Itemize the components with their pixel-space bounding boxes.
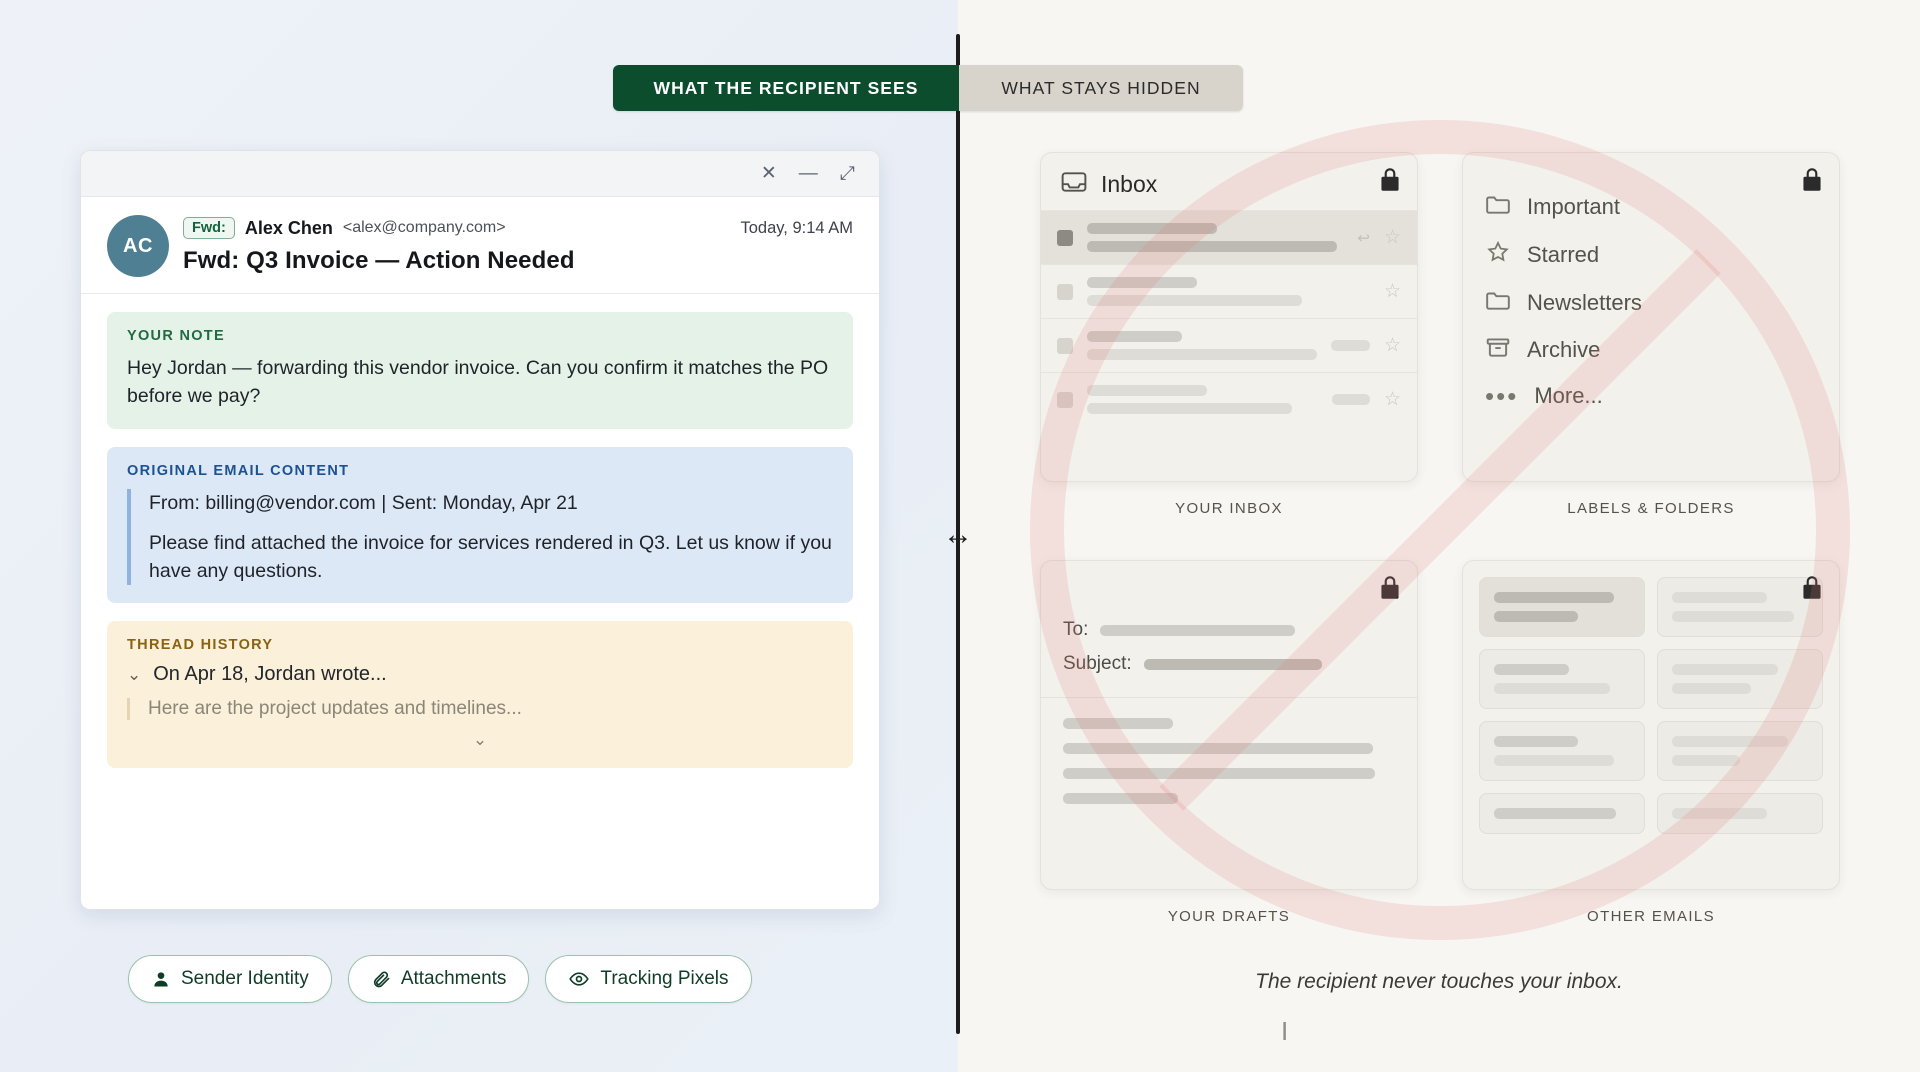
lock-icon [1799, 165, 1825, 200]
chip-sender-identity-label: Sender Identity [181, 968, 309, 989]
your-note-text: Hey Jordan — forwarding this vendor invoice. Can you confirm it matches the PO before we pay? [127, 357, 829, 408]
draft-to-label: To: [1063, 619, 1089, 640]
inbox-icon [1061, 171, 1087, 198]
text-cursor-icon: I [1281, 1016, 1289, 1046]
star-icon[interactable]: ☆ [1383, 227, 1401, 248]
other-email-card[interactable] [1479, 577, 1645, 637]
your-note-label: YOUR NOTE [127, 328, 225, 344]
label-item-more[interactable] [1463, 373, 1839, 419]
reply-icon: ↩ [1357, 229, 1370, 247]
chip-attachments[interactable] [348, 955, 530, 1003]
label-item-archive[interactable] [1463, 326, 1839, 373]
paperclip-icon [371, 969, 391, 989]
toggle-option-recipient-sees[interactable]: WHAT THE RECIPIENT SEES [613, 65, 959, 111]
draft-cursor-line [1063, 793, 1178, 804]
draft-subject-field[interactable] [1041, 647, 1417, 681]
other-email-card[interactable] [1657, 649, 1823, 709]
original-email-label: ORIGINAL EMAIL CONTENT [127, 462, 350, 479]
footer-note: The recipient never touches your inbox. [1255, 970, 1623, 993]
thread-collapsed-line: On Apr 18, Jordan wrote... [153, 663, 387, 686]
chip-sender-identity[interactable] [128, 955, 332, 1003]
forward-badge: Fwd: [183, 217, 235, 239]
chevron-down-icon[interactable]: ⌄ [127, 664, 142, 684]
label-item-important-text: Important [1527, 193, 1620, 219]
caption-your-drafts: YOUR DRAFTS [1167, 908, 1291, 925]
email-body [81, 294, 879, 768]
sender-email: <alex@company.com> [342, 219, 506, 236]
email-timestamp: Today, 9:14 AM [740, 218, 853, 237]
star-icon[interactable]: ☆ [1383, 281, 1401, 302]
row-checkbox[interactable] [1057, 392, 1073, 408]
label-item-archive-text: Archive [1527, 336, 1601, 362]
chip-tracking-pixels[interactable] [545, 955, 751, 1003]
other-email-card[interactable] [1479, 793, 1645, 834]
draft-subject-label: Subject: [1063, 653, 1132, 674]
other-email-card[interactable] [1657, 721, 1823, 781]
inbox-title: Inbox [1101, 171, 1158, 197]
star-icon [1485, 240, 1511, 269]
star-icon[interactable]: ☆ [1383, 335, 1401, 356]
row-checkbox[interactable] [1057, 230, 1073, 246]
other-email-card[interactable] [1657, 793, 1823, 834]
close-icon[interactable]: ✕ [760, 163, 777, 184]
other-email-card[interactable] [1479, 649, 1645, 709]
avatar: AC [107, 215, 169, 277]
view-toggle[interactable] [613, 65, 1243, 111]
label-item-newsletters[interactable] [1463, 279, 1839, 326]
caption-other-emails: OTHER EMAILS [1587, 908, 1715, 925]
caption-your-inbox: YOUR INBOX [1175, 500, 1283, 517]
original-email-text: Please find attached the invoice for services rendered in Q3. Let us know if you have any questions. [149, 531, 832, 583]
window-titlebar [81, 151, 879, 197]
mail-row[interactable] [1041, 372, 1417, 426]
expand-icon[interactable]: ⤢ [839, 163, 855, 184]
panel-other-emails [1462, 560, 1840, 890]
your-note-block [107, 312, 853, 429]
thread-history-block [107, 621, 853, 768]
email-subject: Fwd: Q3 Invoice — Action Needed [183, 247, 575, 274]
panel-your-inbox [1040, 152, 1418, 482]
other-email-card[interactable] [1479, 721, 1645, 781]
thread-history-label: THREAD HISTORY [127, 637, 274, 654]
thread-collapse-toggle[interactable] [127, 663, 833, 686]
draft-to-field[interactable] [1041, 613, 1417, 647]
mail-row[interactable] [1041, 264, 1417, 318]
bidirectional-arrow-icon: ↔ [943, 518, 973, 551]
original-email-block [107, 447, 853, 604]
lock-icon [1377, 165, 1403, 200]
archive-icon [1485, 336, 1511, 363]
feature-chip-row [128, 955, 752, 1003]
email-header [81, 197, 879, 294]
panel-labels-folders [1462, 152, 1840, 482]
thread-preview-text: Here are the project updates and timelines... [127, 698, 833, 720]
chip-attachments-label: Attachments [400, 968, 507, 989]
label-item-more-text: More... [1534, 383, 1603, 408]
label-item-newsletters-text: Newsletters [1527, 289, 1642, 315]
sender-name: Alex Chen [244, 217, 333, 238]
chip-tracking-pixels-label: Tracking Pixels [600, 968, 729, 989]
original-email-meta: From: billing@vendor.com | Sent: Monday, Apr 21 [149, 491, 578, 514]
star-icon[interactable]: ☆ [1383, 389, 1401, 410]
label-item-starred-text: Starred [1527, 241, 1600, 267]
minimize-icon[interactable]: — [798, 163, 818, 184]
toggle-option-stays-hidden[interactable]: WHAT STAYS HIDDEN [959, 65, 1243, 111]
email-preview-window [80, 150, 880, 910]
thread-expand-icon[interactable]: ⌄ [472, 730, 488, 750]
folder-icon [1485, 289, 1511, 316]
lock-icon [1377, 573, 1403, 608]
label-item-starred[interactable] [1463, 230, 1839, 279]
row-checkbox[interactable] [1057, 284, 1073, 300]
person-icon [151, 969, 171, 989]
row-checkbox[interactable] [1057, 338, 1073, 354]
ellipsis-icon: ••• [1485, 381, 1519, 411]
folder-icon [1485, 193, 1511, 220]
caption-labels-folders: LABELS & FOLDERS [1567, 500, 1735, 517]
mail-row[interactable] [1041, 210, 1417, 264]
lock-icon [1799, 573, 1825, 608]
label-item-important[interactable] [1463, 183, 1839, 230]
mail-row[interactable] [1041, 318, 1417, 372]
eye-icon [568, 969, 590, 989]
